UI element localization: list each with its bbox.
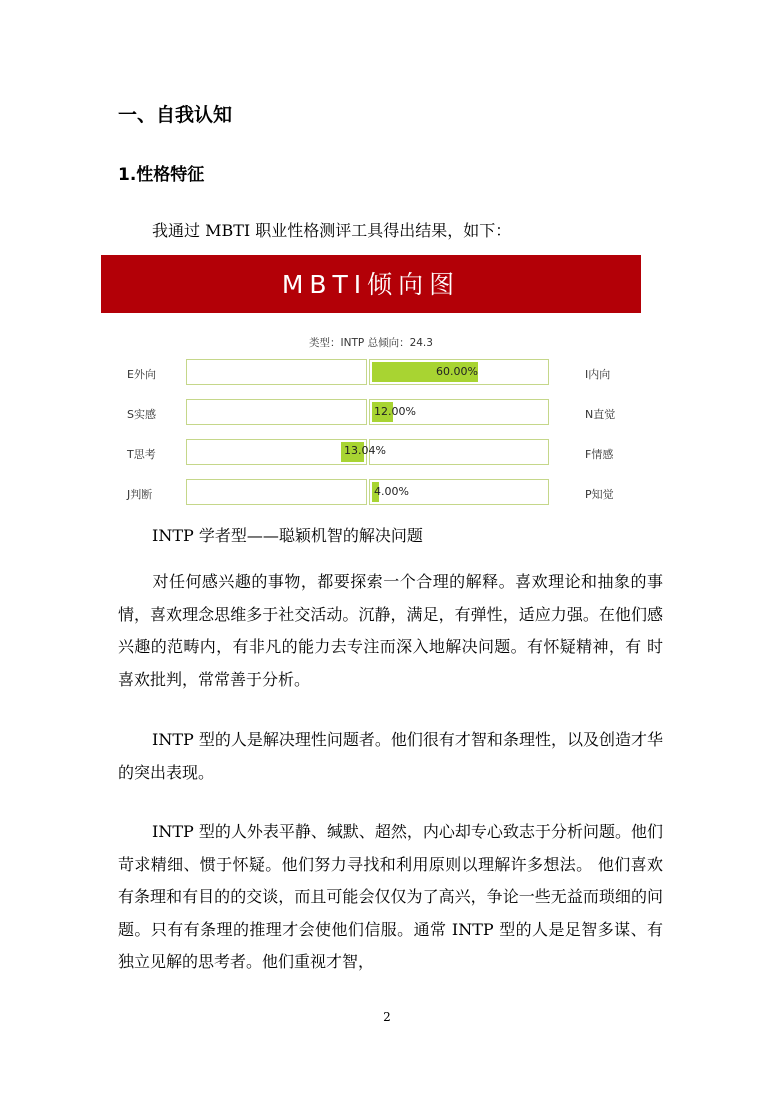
left-pole-label: T思考 <box>127 448 156 461</box>
bar-value-label: 12.00% <box>374 405 416 418</box>
type-description-title: INTP 学者型——聪颖机智的解决问题 <box>152 526 423 545</box>
right-bar-track <box>369 399 549 425</box>
intro-text: 我通过 MBTI 职业性格测评工具得出结果，如下： <box>152 221 512 240</box>
left-pole-label: E外向 <box>127 368 156 381</box>
chart-banner <box>101 255 641 313</box>
mbti-row <box>0 439 774 466</box>
right-pole-label: I内向 <box>585 368 611 381</box>
section-heading: 一、自我认知 <box>118 104 233 126</box>
mbti-row <box>0 359 774 386</box>
page-number: 2 <box>383 1010 391 1024</box>
chart-title: MBTI倾向图 <box>281 270 461 299</box>
right-pole-label: F情感 <box>585 448 614 461</box>
left-bar-track <box>186 359 367 385</box>
subsection-heading: 1.性格特征 <box>118 165 205 185</box>
mbti-row <box>0 479 774 506</box>
chart-subtitle: 类型：INTP 总倾向：24.3 <box>309 337 433 349</box>
right-pole-label: P知觉 <box>585 488 614 501</box>
right-bar-track <box>369 439 549 465</box>
left-bar-track <box>186 439 367 465</box>
bar-value-label: 60.00% <box>436 365 478 378</box>
paragraph-2: INTP 型的人是解决理性问题者。他们很有才智和条理性，以及创造才华的突出表现。 <box>118 730 663 782</box>
paragraph-3: INTP 型的人外表平静、缄默、超然，内心却专心致志于分析问题。他们苛求精细、惯于怀疑。他们努力寻找和利用原则以理解许多想法。 他们喜欢有条理和有目的的交谈，而且可能会仅仅为了高兴，争论一些无益而琐细的问题。只有有条理的推理才会使他们信服。通常 INTP 型的人是足智多谋、有独立见解的思考者。他们重视才智， <box>118 822 663 971</box>
right-bar-track <box>369 359 549 385</box>
left-bar-track <box>186 479 367 505</box>
right-pole-label: N直觉 <box>585 408 616 421</box>
paragraph-1: 对任何感兴趣的事物，都要探索一个合理的解释。喜欢理论和抽象的事情，喜欢理念思维多于社交活动。沉静，满足，有弹性，适应力强。在他们感兴趣的范畴内，有非凡的能力去专注而深入地解决问题。有怀疑精神，有 时喜欢批判，常常善于分析。 <box>118 572 663 689</box>
bar-value-label: 13.04% <box>344 444 386 457</box>
left-pole-label: J判断 <box>127 488 153 501</box>
bar-value-label: 4.00% <box>374 485 409 498</box>
right-bar-track <box>369 479 549 505</box>
mbti-row <box>0 399 774 426</box>
left-pole-label: S实感 <box>127 408 156 421</box>
left-bar-track <box>186 399 367 425</box>
